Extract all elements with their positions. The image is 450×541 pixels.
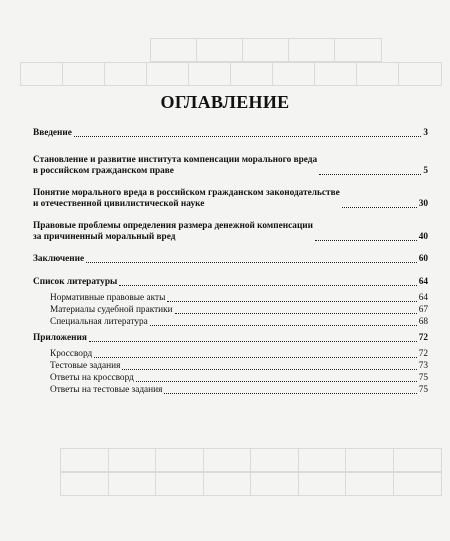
toc-page-number: 73 — [418, 361, 428, 371]
toc-entry-title: Специальная литература — [50, 317, 148, 327]
dot-leader — [164, 393, 416, 394]
toc-entry-title: Заключение — [33, 254, 85, 264]
dot-leader — [94, 357, 416, 358]
toc-entry — [33, 333, 428, 344]
toc-entry-title: Нормативные правовые акты — [50, 293, 166, 303]
toc-entry — [50, 385, 428, 396]
toc-entry-title: Список литературы — [33, 277, 118, 287]
dot-leader — [150, 325, 417, 326]
toc-entry — [50, 349, 428, 360]
toc-page-number: 5 — [423, 166, 428, 176]
dot-leader — [74, 136, 421, 137]
toc-page-number: 30 — [418, 199, 428, 209]
toc-page-number: 3 — [423, 128, 428, 138]
dot-leader — [315, 240, 417, 241]
toc-entry-title: Ответы на тестовые задания — [50, 385, 163, 395]
toc-page-number: 72 — [418, 349, 428, 359]
toc-entry-title: Приложения — [33, 333, 87, 343]
toc-page-number: 67 — [418, 305, 428, 315]
toc-entry — [33, 188, 428, 210]
dot-leader — [86, 262, 417, 263]
toc-entry-title: Ответы на кроссворд — [50, 373, 134, 383]
toc-entry-title: в российском гражданском праве — [33, 166, 174, 176]
toc-page-number: 68 — [418, 317, 428, 327]
toc-entry — [50, 305, 428, 316]
toc-entry — [33, 277, 428, 288]
dot-leader — [122, 369, 416, 370]
toc-entry — [50, 317, 428, 328]
toc-entry — [33, 254, 428, 265]
toc-entry-title: Понятие морального вреда в российском гражданском законодательстве — [33, 188, 340, 198]
dot-leader — [119, 285, 416, 286]
page-title: ОГЛАВЛЕНИЕ — [160, 92, 290, 112]
toc-page-number: 75 — [418, 385, 428, 395]
toc-entry-title: Становление и развитие института компенсации морального вреда — [33, 155, 318, 165]
dot-leader — [136, 381, 417, 382]
dot-leader — [342, 207, 417, 208]
toc-page-number: 60 — [418, 254, 428, 264]
toc-entry-title: Материалы судебной практики — [50, 305, 173, 315]
dot-leader — [175, 313, 417, 314]
toc-page-number: 64 — [418, 277, 428, 287]
toc-page-number: 72 — [418, 333, 428, 343]
toc-entry — [50, 293, 428, 304]
toc-entry-title: за причиненный моральный вред — [33, 232, 176, 242]
dot-leader — [167, 301, 416, 302]
toc-page-number: 64 — [418, 293, 428, 303]
toc-entry-title: Правовые проблемы определения размера денежной компенсации — [33, 221, 314, 231]
toc-entry — [50, 361, 428, 372]
toc-entry-title: и отечественной цивилистической науке — [33, 199, 205, 209]
toc-page-number: 75 — [418, 373, 428, 383]
toc-entry — [50, 373, 428, 384]
dot-leader — [319, 174, 421, 175]
toc-entry-title: Введение — [33, 128, 72, 138]
toc-entry — [33, 128, 428, 139]
dot-leader — [89, 341, 417, 342]
toc-page-number: 40 — [418, 232, 428, 242]
toc-entry-title: Кроссворд — [50, 349, 93, 359]
toc-entry-title: Тестовые задания — [50, 361, 121, 371]
toc-entry — [33, 221, 428, 243]
toc-entry — [33, 155, 428, 177]
